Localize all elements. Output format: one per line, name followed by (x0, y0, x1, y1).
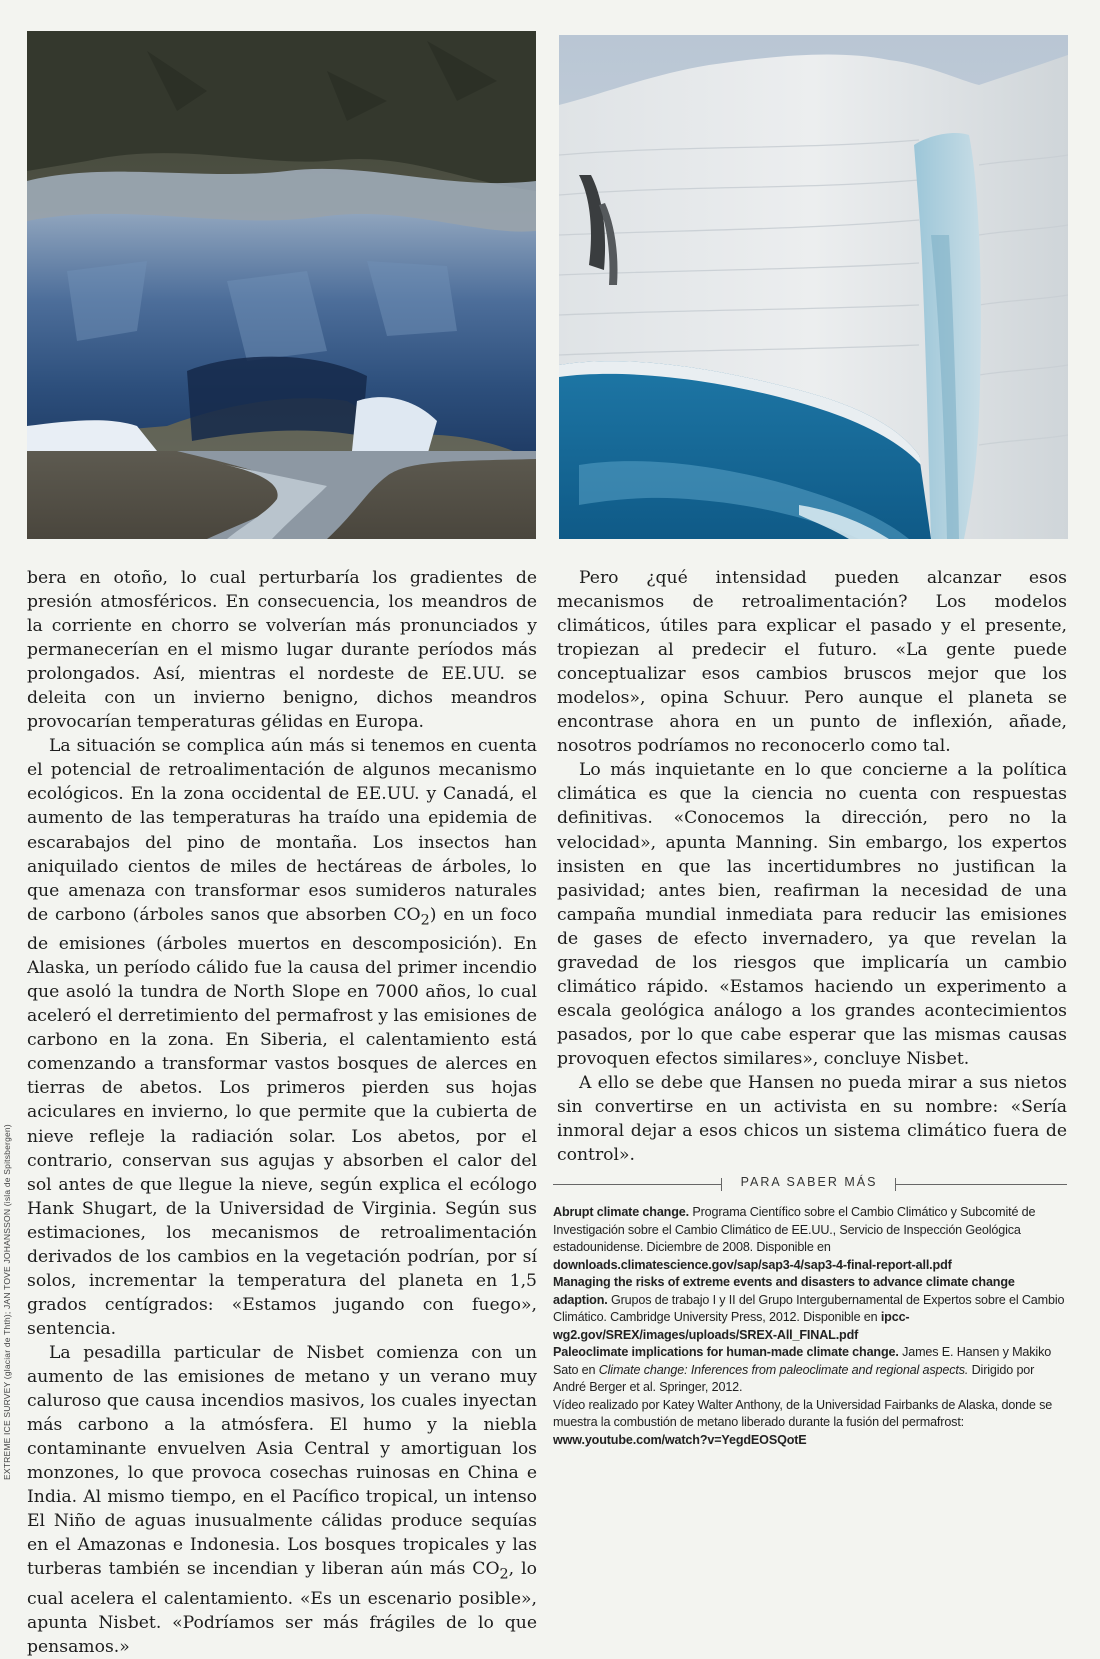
right-paragraph-2: Lo más inquietante en lo que concierne a la política climática es que la ciencia no cuenta con respuestas definitivas. «Conocemos la dirección, pero no la velocidad», apunta Manning. Sin embargo, los expertos insisten en que las incertidumbres no justifican la pasividad; antes bien, reafirman la necesidad de una campaña mundial inmediata para reducir las emisiones de gases de efecto invernadero, ya que revelan la gravedad de los riesgos que implicaría un cambio climático rápido. «Estamos haciendo un experimento a escala geológica análogo a los grandes acontecimientos pasados, por lo que cabe esperar que las mismas causas provoquen efectos similares», concluye Nisbet. (557, 760, 1067, 1069)
reference-item (553, 1204, 1068, 1274)
references-title: PARA SABER MÁS (740, 1175, 878, 1189)
left-column (27, 566, 537, 1659)
co2-subscript: 2 (420, 912, 430, 929)
reference-text: Vídeo realizado por Katey Walter Anthony, de la Universidad Fairbanks de Alaska, donde se muestra la combustión de metano liberado durante la fusión del permafrost: (553, 1397, 1053, 1429)
reference-text: Dirigido por André Berger et al. Springer, 2012. (553, 1362, 1035, 1394)
photo-credit: EXTREME ICE SURVEY (glaciar de Thth); JAN TOVE JOHANSSON (isla de Spitsbergen) (2, 1124, 12, 1480)
glaciar-icon (27, 31, 536, 539)
reference-title: Managing the risks of extreme events and disasters to advance climate change adaption. (553, 1275, 1015, 1307)
co2-subscript: 2 (499, 1566, 509, 1583)
ice-wall-icon (559, 35, 1068, 539)
right-paragraph-1: Pero ¿qué intensidad pueden alcanzar esos mecanismos de retroalimentación? Los modelos climáticos, útiles para explicar el pasado y el presente, tropiezan al predecir el futuro. «La gente puede conceptualizar esos cambios bruscos mejor que los modelos», opina Schuur. Pero aunque el planeta se encontrase ahora en un punto de inflexión, añade, nosotros podríamos no reconocerlo como tal. (557, 568, 1067, 757)
right-column (557, 566, 1067, 1167)
left-paragraph-2 (27, 734, 537, 1341)
glacier-photo (27, 31, 536, 539)
left-paragraph-3 (27, 1341, 537, 1659)
references-header (553, 1174, 1068, 1196)
reference-text: Programa Científico sobre el Cambio Climático y Subcomité de Investigación sobre el Cambio Climático de EE.UU., Servicio de Inspección Geológica estadounidense. Diciembre de 2008. Disponible en (553, 1205, 1036, 1254)
reference-link[interactable]: downloads.climatescience.gov/sap/sap3-4/sap3-4-final-report-all.pdf (553, 1257, 952, 1272)
right-paragraph-3: A ello se debe que Hansen no pueda mirar a sus nietos sin convertirse en un activista en su nombre: «Sería inmoral dejar a esos chicos un sistema climático fuera de control». (557, 1072, 1067, 1166)
references-list (553, 1204, 1068, 1449)
reference-text: James E. Hansen y Makiko Sato en (553, 1345, 1052, 1377)
left-paragraph-2-part-b: ) en un foco de emisiones (árboles muertos en descomposición). En Alaska, un período cálido fue la causa del primer incendio que asoló la tundra de North Slope en 7000 años, lo cual aceleró el derretimiento del permafrost y las emisiones de carbono en la zona. En Siberia, el calentamiento está comenzando a transformar vastos bosques de alerces en tierras de abetos. Los primeros pierden sus hojas aciculares en invierno, lo que permite que la cubierta de nieve refleje la radiación solar. Los abetos, por el contrario, conservan sus agujas y absorben el calor del sol antes de que llegue la nieve, según explica el ecólogo Hank Shugart, de la Universidad de Virginia. Según sus estimaciones, los mecanismos de retroalimentación derivados de los cambios en la vegetación podrían, por sí solos, incrementar la temperatura del planeta en 1,5 grados centígrados: «Estamos jugando con fuego», sentencia. (27, 904, 537, 1339)
left-paragraph-1: bera en otoño, lo cual perturbaría los gradientes de presión atmosféricos. En consecuencia, los meandros de la corriente en chorro se volverían más pronunciados y permanecerían en el mismo lugar durante períodos más prolongados. Así, mientras el nordeste de EE.UU. se deleita con un invierno benigno, dichos meandros provocarían temperaturas gélidas en Europa. (27, 568, 537, 733)
reference-link[interactable]: ipcc-wg2.gov/SREX/images/uploads/SREX-All_FINAL.pdf (553, 1310, 910, 1342)
reference-title: Paleoclimate implications for human-made climate change. (553, 1345, 899, 1359)
reference-book-title: Climate change: Inferences from paleoclimate and regional aspects. (598, 1362, 969, 1377)
reference-item (553, 1344, 1068, 1397)
header-rule-right (895, 1184, 1067, 1185)
reference-text: Grupos de trabajo I y II del Grupo Intergubernamental de Expertos sobre el Cambio Climático. Cambridge University Press, 2012. Disponible en (553, 1292, 1065, 1324)
left-paragraph-3-part-a: La pesadilla particular de Nisbet comienza con un aumento de las emisiones de metano y un verano muy caluroso que causa incendios masivos, los cuales inyectan más carbono a la atmósfera. El humo y la niebla contaminante envuelven Asia Central y amortiguan los monzones, lo que provoca cosechas ruinosas en China e India. Al mismo tiempo, en el Pacífico tropical, un intenso El Niño de aguas inusualmente cálidas produce sequías en el Amazonas e Indonesia. Los bosques tropicales y las turberas también se incendian y liberan aún más CO (27, 1342, 537, 1580)
reference-item (553, 1397, 1068, 1450)
left-paragraph-3-part-b: , lo cual acelera el calentamiento. «Es un escenario posible», apunta Nisbet. «Podríamos ser más frágiles de lo que pensamos.» (27, 1559, 537, 1657)
header-tick-left (721, 1178, 722, 1191)
left-paragraph-2-part-a: La situación se complica aún más si tenemos en cuenta el potencial de retroalimentación de algunos mecanismo ecológicos. En la zona occidental de EE.UU. y Canadá, el aumento de las temperaturas ha traído una epidemia de escarabajos del pino de montaña. Los insectos han aniquilado cientos de miles de hectáreas de árboles, lo que amenaza con transformar esos sumideros naturales de carbono (árboles sanos que absorben CO (27, 736, 537, 925)
header-rule-left (553, 1184, 721, 1185)
ice-wall-photo (559, 35, 1068, 539)
reference-title: Abrupt climate change. (553, 1205, 689, 1219)
reference-link[interactable]: www.youtube.com/watch?v=YegdEOSQotE (553, 1432, 807, 1447)
reference-item (553, 1274, 1068, 1344)
